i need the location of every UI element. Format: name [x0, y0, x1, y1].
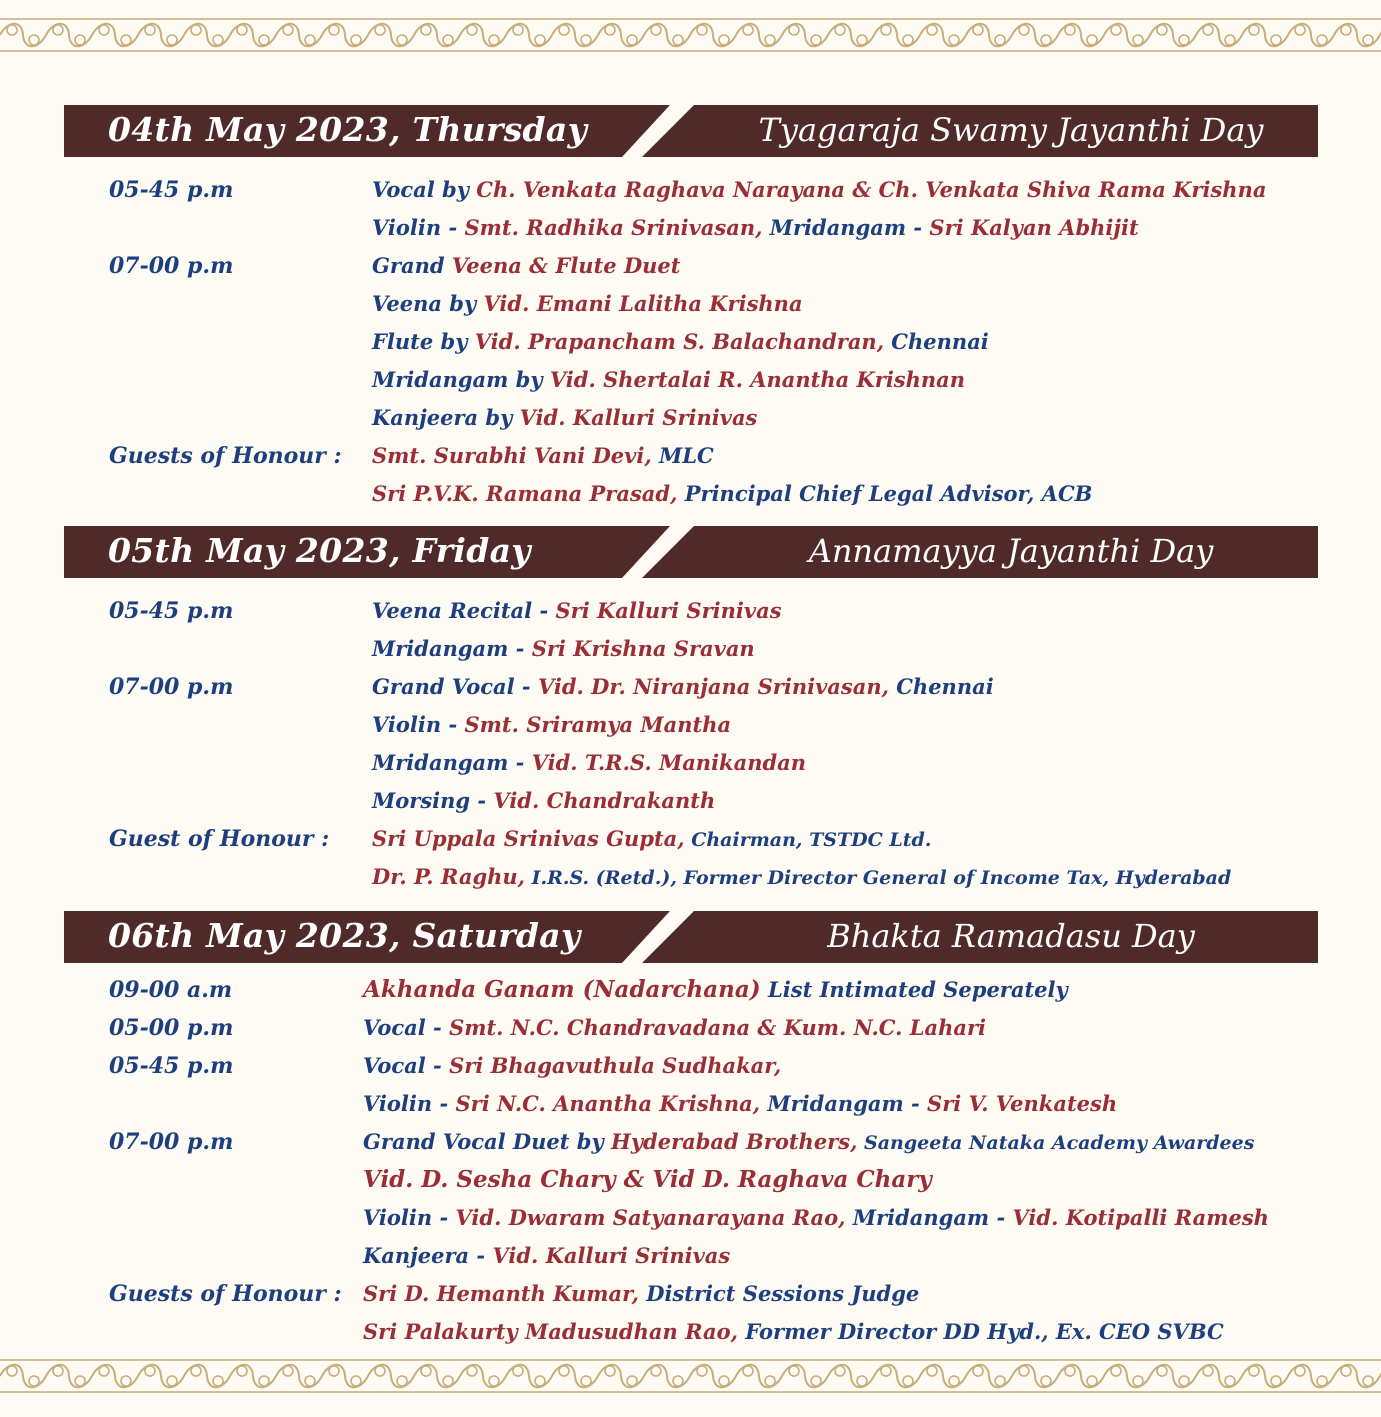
schedule-entry [363, 1009, 986, 1047]
schedule-row [0, 820, 1381, 858]
schedule-time: 07-00 p.m [109, 253, 234, 279]
scroll-ornament-icon [874, 1365, 920, 1388]
scroll-ornament-icon [46, 1365, 92, 1388]
scroll-ornament-icon [598, 24, 644, 47]
entry-text: Sri D. Hemanth Kumar, [363, 1281, 639, 1306]
scroll-ornament-icon [598, 1365, 644, 1388]
schedule-row [0, 668, 1381, 706]
schedule-row [0, 971, 1381, 1009]
schedule-row [0, 399, 1381, 437]
schedule-entry [372, 858, 1231, 897]
schedule-row [0, 1237, 1381, 1275]
schedule-entry [372, 706, 731, 744]
entry-text: Mridangam by [372, 367, 550, 392]
schedule-entry [372, 361, 965, 399]
schedule-row [0, 323, 1381, 361]
day-date: 06th May 2023, Saturday [108, 916, 581, 955]
entry-text: Vid. Chandrakanth [493, 788, 716, 813]
schedule-entry [372, 437, 714, 475]
schedule-entry [372, 475, 1092, 513]
entry-text: Smt. Sriramya Mantha [464, 712, 732, 737]
entry-text: Mridangam - [762, 215, 930, 240]
scroll-ornament-icon [230, 24, 276, 47]
schedule-row [0, 782, 1381, 820]
scroll-ornament-icon [414, 24, 460, 47]
scroll-ornament-icon [782, 1365, 828, 1388]
schedule-row [0, 1199, 1381, 1237]
entry-text: Veena by [372, 291, 484, 316]
scroll-ornament-icon [1150, 1365, 1196, 1388]
day-event-title: Tyagaraja Swamy Jayanthi Day [758, 111, 1264, 149]
scroll-ornament-icon [460, 24, 506, 47]
scroll-ornament-icon [184, 24, 230, 47]
scroll-ornament-icon [552, 1365, 598, 1388]
entry-text: Smt. N.C. Chandravadana & Kum. N.C. Lahari [449, 1015, 987, 1040]
scroll-ornament-icon [782, 24, 828, 47]
entry-text: Sri N.C. Anantha Krishna, [455, 1091, 761, 1116]
entry-text: Chennai [888, 674, 994, 699]
schedule-row [0, 1313, 1381, 1351]
schedule-row [0, 744, 1381, 782]
schedule-entry [372, 592, 782, 630]
entry-text: Kanjeera by [372, 405, 520, 430]
entry-text: Sri Kalluri Srinivas [555, 598, 782, 623]
schedule-entry [372, 399, 757, 437]
scroll-ornament-icon [920, 24, 966, 47]
scroll-ornament-icon [644, 1365, 690, 1388]
entry-text: Sri P.V.K. Ramana Prasad, [372, 481, 678, 506]
entry-text: Kanjeera - [363, 1243, 493, 1268]
entry-text: Vid. Kalluri Srinivas [492, 1243, 731, 1268]
schedule-entry [363, 1123, 1254, 1162]
entry-text: I.R.S. (Retd.), Former Director General of Income Tax, Hyderabad [524, 867, 1232, 889]
scroll-ornament-icon [368, 1365, 414, 1388]
schedule-row [0, 247, 1381, 285]
schedule-row [0, 706, 1381, 744]
day-banner-2 [64, 526, 1318, 578]
scroll-ornament-icon [1196, 24, 1242, 47]
entry-text: Grand [372, 253, 452, 278]
entry-text: Flute by [372, 329, 475, 354]
day-event-title: Bhakta Ramadasu Day [827, 917, 1195, 955]
scroll-ornament-icon [322, 24, 368, 47]
scroll-ornament-icon [414, 1365, 460, 1388]
schedule-row [0, 1047, 1381, 1085]
schedule-row [0, 209, 1381, 247]
entry-text: Vocal - [363, 1053, 450, 1078]
schedule-entry [372, 820, 931, 859]
scroll-ornament-icon [184, 1365, 230, 1388]
scroll-ornament-icon [690, 1365, 736, 1388]
scroll-ornament-icon [874, 24, 920, 47]
schedule-entry [372, 782, 715, 820]
entry-text: Mridangam - [845, 1205, 1013, 1230]
schedule-entry [363, 971, 1068, 1009]
schedule-row [0, 858, 1381, 896]
scroll-ornament-icon [552, 24, 598, 47]
scroll-ornament-icon [1334, 1365, 1380, 1388]
schedule-entry [372, 209, 1139, 247]
entry-text: MLC [651, 443, 714, 468]
entry-text: List Intimated Seperately [760, 977, 1068, 1002]
entry-text: Grand Vocal - [372, 674, 538, 699]
entry-text: Chennai [884, 329, 989, 354]
scroll-ornament-icon [1012, 1365, 1058, 1388]
schedule-row [0, 1275, 1381, 1313]
entry-text: Vid. D. Sesha Chary & Vid D. Raghava Chary [363, 1166, 932, 1193]
schedule-row [0, 1161, 1381, 1199]
entry-text: Sri Palakurty Madusudhan Rao, [363, 1319, 738, 1344]
schedule-entry [363, 1047, 781, 1085]
scroll-ornament-icon [1242, 24, 1288, 47]
schedule-time: 05-45 p.m [109, 177, 234, 203]
scroll-ornament-icon [736, 24, 782, 47]
schedule-row [0, 171, 1381, 209]
scroll-ornament-icon [460, 1365, 506, 1388]
entry-text: Vocal - [363, 1015, 450, 1040]
scroll-ornament-icon [828, 24, 874, 47]
entry-text: Morsing - [372, 788, 494, 813]
schedule-row [0, 475, 1381, 513]
entry-text: District Sessions Judge [638, 1281, 920, 1306]
entry-text: Vid. Emani Lalitha Krishna [483, 291, 803, 316]
schedule-row [0, 1085, 1381, 1123]
schedule-row [0, 437, 1381, 475]
entry-text: Sangeeta Nataka Academy Awardees [857, 1132, 1255, 1154]
entry-text: Hyderabad Brothers, [610, 1129, 858, 1154]
scroll-ornament-icon [1334, 24, 1380, 47]
entry-text: Mridangam - [372, 636, 532, 661]
scroll-ornament-icon [1104, 1365, 1150, 1388]
scroll-ornament-icon [1058, 1365, 1104, 1388]
scroll-ornament-icon [966, 24, 1012, 47]
schedule-entry [372, 247, 681, 285]
scroll-ornament-icon [276, 24, 322, 47]
entry-text: Mridangam - [372, 750, 532, 775]
schedule-entry [372, 630, 755, 668]
entry-text: Sri Kalyan Abhijit [929, 215, 1139, 240]
entry-text: Grand Vocal Duet by [363, 1129, 611, 1154]
schedule-time: Guests of Honour : [109, 443, 342, 469]
schedule-time: 07-00 p.m [109, 674, 234, 700]
schedule-row [0, 1123, 1381, 1161]
entry-text: Veena & Flute Duet [451, 253, 681, 278]
entry-text: Sri Bhagavuthula Sudhakar, [449, 1053, 782, 1078]
entry-text: Vocal by [372, 177, 477, 202]
scroll-ornament-icon [1012, 24, 1058, 47]
schedule-row [0, 361, 1381, 399]
schedule-row [0, 630, 1381, 668]
schedule-entry [372, 171, 1266, 209]
entry-text: Vid. Dwaram Satyanarayana Rao, [455, 1205, 846, 1230]
entry-text: Principal Chief Legal Advisor, ACB [677, 481, 1093, 506]
entry-text: Vid. Prapancham S. Balachandran, [474, 329, 884, 354]
scroll-ornament-icon [1150, 24, 1196, 47]
entry-text: Sri V. Venkatesh [927, 1091, 1118, 1116]
entry-text: Smt. Radhika Srinivasan, [464, 215, 763, 240]
entry-text: Ch. Venkata Raghava Narayana & Ch. Venkata Shiva Rama Krishna [476, 177, 1267, 202]
scroll-ornament-icon [322, 1365, 368, 1388]
entry-text: Vid. Kotipalli Ramesh [1012, 1205, 1269, 1230]
day-date: 05th May 2023, Friday [108, 531, 531, 570]
schedule-entry [372, 323, 989, 361]
schedule-time: Guests of Honour : [109, 1281, 342, 1307]
day-event-title: Annamayya Jayanthi Day [808, 532, 1214, 570]
scroll-ornament-icon [1196, 1365, 1242, 1388]
schedule-entry [363, 1199, 1269, 1237]
entry-text: Sri Krishna Sravan [531, 636, 755, 661]
scroll-ornament-icon [1288, 1365, 1334, 1388]
schedule-time: 09-00 a.m [109, 977, 233, 1003]
scroll-ornament-icon [920, 1365, 966, 1388]
scroll-ornament-icon [644, 24, 690, 47]
schedule-entry [363, 1085, 1117, 1123]
entry-text: Akhanda Ganam (Nadarchana) [363, 976, 761, 1003]
schedule-time: 07-00 p.m [109, 1129, 234, 1155]
schedule-row [0, 1009, 1381, 1047]
scroll-ornament-icon [828, 1365, 874, 1388]
entry-text: Former Director DD Hyd., Ex. CEO SVBC [737, 1319, 1224, 1344]
schedule-entry [363, 1275, 919, 1313]
schedule-entry [363, 1237, 730, 1275]
entry-text: Mridangam - [760, 1091, 928, 1116]
entry-text: Vid. Kalluri Srinivas [519, 405, 758, 430]
day-banner-3 [64, 911, 1318, 963]
schedule-row [0, 592, 1381, 630]
scroll-ornament-icon [230, 1365, 276, 1388]
scroll-ornament-icon [92, 1365, 138, 1388]
scroll-ornament-icon [1058, 24, 1104, 47]
entry-text: Sri Uppala Srinivas Gupta, [372, 826, 685, 851]
schedule-time: 05-45 p.m [109, 598, 234, 624]
scroll-ornament-icon [506, 24, 552, 47]
entry-text: Dr. P. Raghu, [372, 864, 525, 889]
scroll-ornament-icon [966, 1365, 1012, 1388]
entry-text: Violin - [372, 215, 465, 240]
entry-text: Veena Recital - [372, 598, 556, 623]
entry-text: Vid. Shertalai R. Anantha Krishnan [549, 367, 966, 392]
scroll-ornament-icon [0, 1365, 46, 1388]
schedule-entry [372, 668, 994, 706]
schedule-entry [372, 744, 806, 782]
schedule-time: Guest of Honour : [109, 826, 330, 852]
schedule-entry [363, 1313, 1224, 1351]
scroll-ornament-icon [276, 1365, 322, 1388]
schedule-row [0, 285, 1381, 323]
top-ornament-border [0, 14, 1381, 56]
scroll-ornament-icon [506, 1365, 552, 1388]
scroll-ornament-icon [46, 24, 92, 47]
schedule-entry [363, 1161, 932, 1199]
entry-text: Violin - [363, 1091, 456, 1116]
entry-text: Chairman, TSTDC Ltd. [684, 829, 932, 851]
scroll-ornament-icon [690, 24, 736, 47]
entry-text: Vid. Dr. Niranjana Srinivasan, [537, 674, 889, 699]
scroll-ornament-icon [92, 24, 138, 47]
scroll-ornament-icon [138, 1365, 184, 1388]
day-date: 04th May 2023, Thursday [108, 110, 588, 149]
bottom-ornament-border [0, 1355, 1381, 1397]
entry-text: Smt. Surabhi Vani Devi, [372, 443, 652, 468]
schedule-entry [372, 285, 803, 323]
schedule-time: 05-00 p.m [109, 1015, 234, 1041]
day-banner-1 [64, 105, 1318, 157]
scroll-ornament-icon [736, 1365, 782, 1388]
scroll-ornament-icon [138, 24, 184, 47]
scroll-ornament-icon [1104, 24, 1150, 47]
scroll-ornament-icon [1288, 24, 1334, 47]
entry-text: Violin - [363, 1205, 456, 1230]
scroll-ornament-icon [368, 24, 414, 47]
entry-text: Violin - [372, 712, 465, 737]
scroll-ornament-icon [1242, 1365, 1288, 1388]
entry-text: Vid. T.R.S. Manikandan [531, 750, 807, 775]
scroll-ornament-icon [0, 24, 46, 47]
schedule-time: 05-45 p.m [109, 1053, 234, 1079]
